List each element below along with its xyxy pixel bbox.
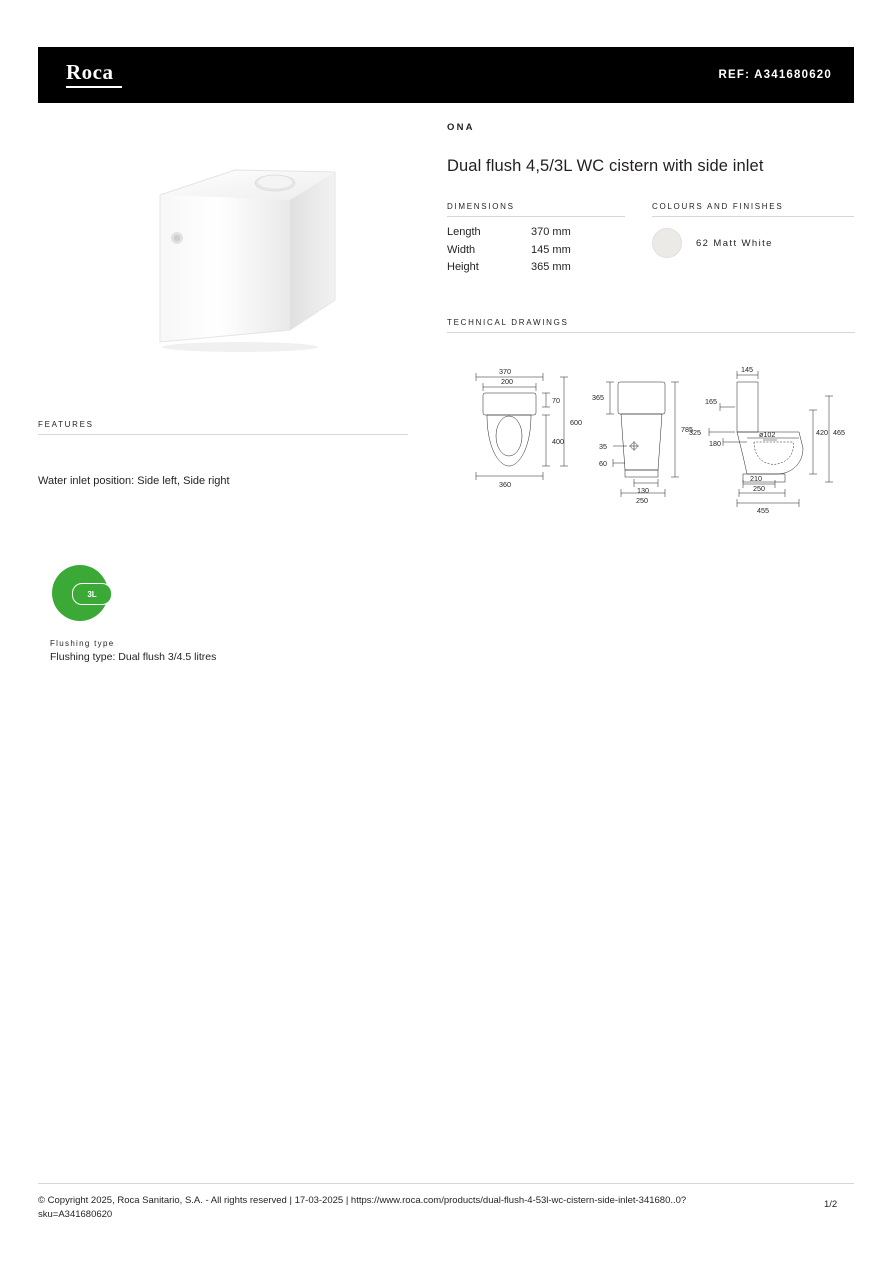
drawing-side-view — [606, 382, 679, 497]
flushing-type-value: Flushing type: Dual flush 3/4.5 litres — [50, 651, 217, 663]
dim-label: 455 — [757, 506, 769, 515]
divider — [652, 216, 854, 217]
divider — [447, 332, 855, 333]
features-text: Water inlet position: Side left, Side right — [38, 475, 230, 487]
product-photo — [120, 150, 410, 380]
dim-label: 180 — [709, 439, 721, 448]
dimension-value: 145 mm — [531, 243, 571, 256]
dim-label: 785 — [681, 425, 693, 434]
dim-label: 365 — [592, 393, 604, 402]
dim-label: 250 — [636, 496, 648, 505]
eco-badge-secondary: 3L — [87, 589, 97, 599]
colour-name: 62 Matt White — [696, 237, 773, 249]
dimension-key: Length — [447, 226, 481, 238]
drawing-top-view — [476, 373, 568, 480]
technical-drawings-label: TECHNICAL DRAWINGS — [447, 318, 569, 327]
flushing-type-label: Flushing type — [50, 639, 115, 648]
roca-logo — [66, 62, 122, 88]
dim-label: 145 — [741, 365, 753, 374]
colours-label: COLOURS AND FINISHES — [652, 202, 784, 211]
dim-label: 325 — [689, 428, 701, 437]
colour-swatch-icon — [652, 228, 682, 258]
dim-label: 250 — [753, 484, 765, 493]
dimensions-section — [447, 202, 627, 277]
drawing-section-view — [709, 371, 833, 507]
dimension-key: Height — [447, 261, 479, 273]
technical-drawings — [447, 360, 857, 525]
dimension-key: Width — [447, 243, 476, 256]
dim-label: 60 — [599, 459, 607, 468]
technical-drawings-section — [447, 318, 857, 333]
table-row — [447, 259, 627, 277]
page-title: Dual flush 4,5/3L WC cistern with side inlet — [447, 157, 764, 175]
features-section — [38, 420, 408, 435]
dim-label: 70 — [552, 396, 560, 405]
dim-label: 165 — [705, 397, 717, 406]
dim-label: 130 — [637, 486, 649, 495]
table-row — [447, 242, 627, 260]
dimension-value: 365 mm — [531, 261, 571, 273]
dim-label: 210 — [750, 474, 762, 483]
logo-text: Roca — [66, 60, 114, 84]
eco-badge-secondary-pill — [72, 583, 112, 605]
brand-name: ONA — [447, 122, 475, 133]
dim-label: 360 — [499, 480, 511, 489]
dimension-value: 370 mm — [531, 226, 571, 238]
dim-label: 400 — [552, 437, 564, 446]
footer-copyright: © Copyright 2025, Roca Sanitario, S.A. - All rights reserved | 17-03-2025 | https://www.roca.com/products/dual-flush-4-53l-wc-cistern-side-inlet-341680..0?sku=A341680620 — [38, 1195, 687, 1220]
dimensions-label: DIMENSIONS — [447, 202, 515, 211]
page-number: 1/2 — [824, 1199, 838, 1210]
dim-label: 465 — [833, 428, 845, 437]
features-label: FEATURES — [38, 420, 94, 429]
colours-section — [652, 202, 857, 258]
dim-label: ø102 — [759, 430, 776, 439]
dim-label: 35 — [599, 442, 607, 451]
product-reference: REF: A341680620 — [718, 69, 832, 81]
colour-option[interactable] — [652, 228, 857, 258]
dim-label: 200 — [501, 377, 513, 386]
divider — [447, 216, 625, 217]
dim-label: 370 — [499, 367, 511, 376]
table-row — [447, 224, 627, 242]
dim-label: 420 — [816, 428, 828, 437]
logo-underline-decoration — [66, 86, 122, 88]
footer-divider — [38, 1183, 854, 1184]
dim-label: 600 — [570, 418, 582, 427]
page-header — [38, 47, 854, 103]
divider — [38, 434, 408, 435]
